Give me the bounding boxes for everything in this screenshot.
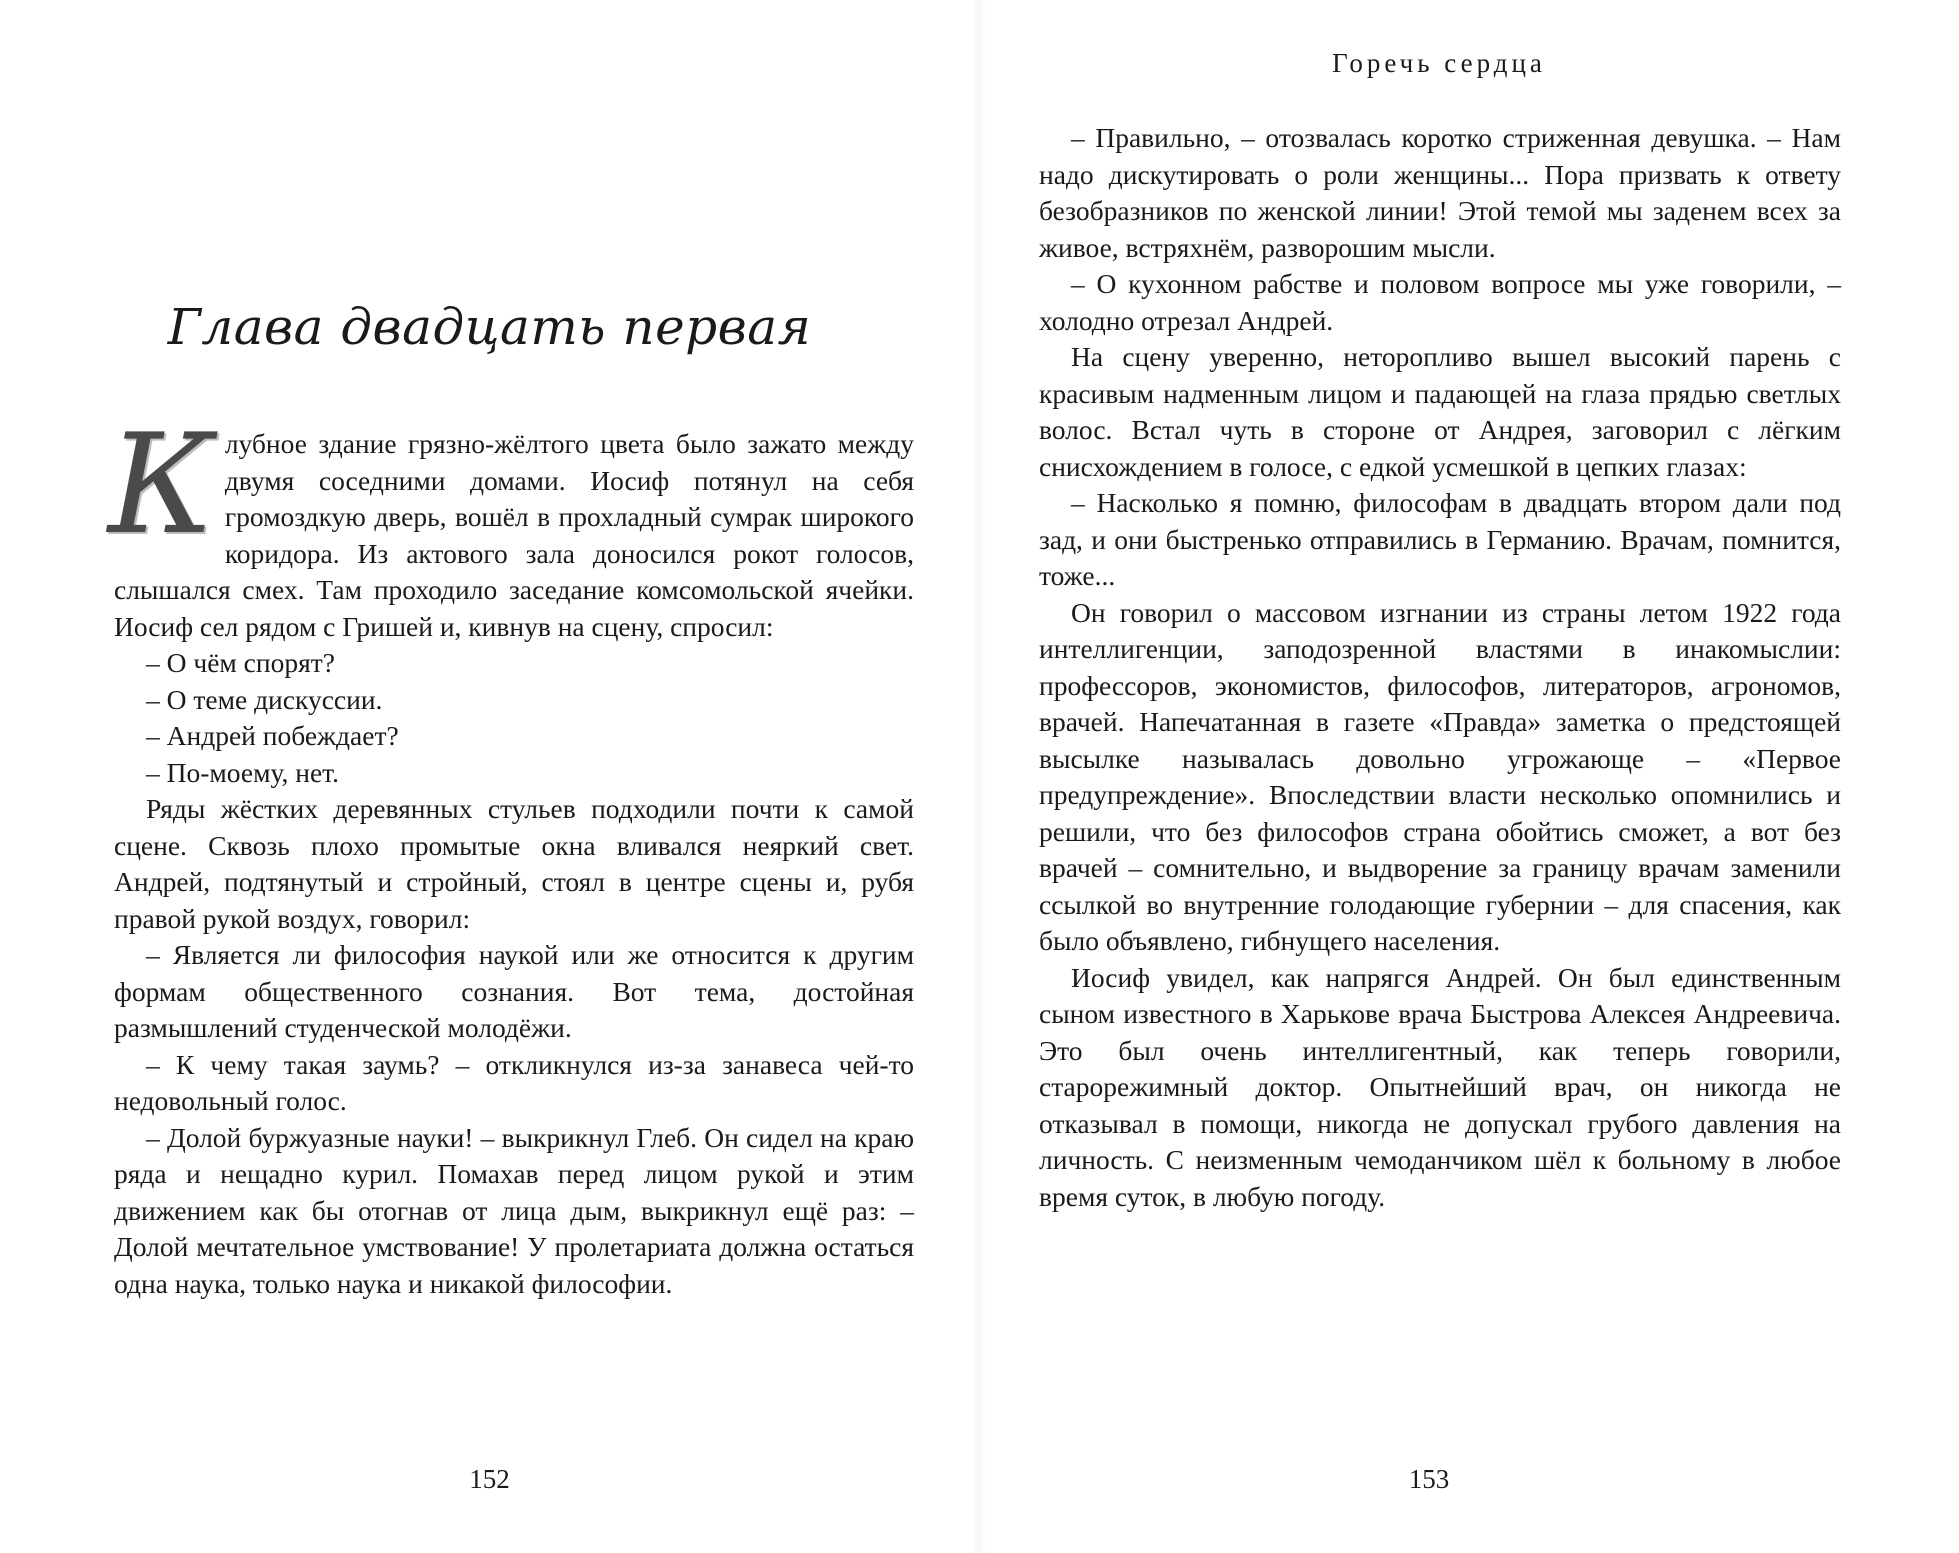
paragraph: – Правильно, – отозвалась коротко стриженная девушка. – Нам надо дискутировать о роли женщины... Пора призвать к ответу безобразников по женской линии! Этой темой мы заденем всех за живое, встряхнём, разворошим мысли. [1039, 122, 1841, 263]
paragraph: – По-моему, нет. [146, 756, 339, 788]
paragraph: – О чём спорят? [146, 647, 335, 678]
paragraph: – Насколько я помню, философам в двадцать втором дали под зад, и они быстренько отправились в Германию. Врачам, помнится, тоже... [1039, 487, 1841, 591]
page-number-left: 152 [469, 1464, 510, 1494]
left-page [0, 0, 979, 1553]
lead-paragraph-text: лубное здание грязно-жёлтого цвета было зажато между двумя соседними домами. Иосиф потянул на себя громоздкую дверь, вошёл в прохладный сумрак широкого коридора. Из актового зала доносился рокот голосов, слышался смех. Там проходило заседание комсомольской ячейки. Иосиф сел рядом с Гришей и, кивнув на сцену, спросил: [114, 428, 914, 642]
chapter-title: Глава двадцать первая [167, 298, 812, 356]
lead-paragraph [108, 404, 914, 645]
paragraph: На сцену уверенно, неторопливо вышел высокий парень с красивым надменным лицом и падающей на глаза прядью светлых волос. Встал чуть в стороне от Андрея, заговорил с лёгким снисхождением в голосе, с едкой усмешкой в цепких глазах: [1039, 341, 1841, 482]
paragraph: – О теме дискуссии. [146, 683, 383, 715]
left-page-text [108, 404, 914, 1302]
paragraph: – Долой буржуазные науки! – выкрикнул Глеб. Он сидел на краю ряда и нещадно курил. Помахав перед лицом рукой и этим движением как бы отогнав от лица дым, выкрикнул ещё раз: – Долой мечтательное умствование! У пролетариата должна остаться одна наука, только наука и никакой философии. [114, 1121, 914, 1299]
paragraph: Он говорил о массовом изгнании из страны летом 1922 года интеллигенции, заподозренной властями в инакомыслии: профессоров, экономистов, философов, литераторов, агрономов, врачей. Напечатанная в газете «Правда» заметка о предстоящей высылке называлась довольно угрожающе – «Первое предупреждение». Впоследствии власти несколько опомнились и решили, что без философов страна обойтись сможет, а вот без врачей – сомнительно, и выдворение за границу врачам заменили ссылкой во внутренние голодающие губернии – для спасения, как было объявлено, гибнущего населения. [1039, 596, 1841, 956]
paragraph: – Является ли философия наукой или же относится к другим формам общественного сознания. Вот тема, достойная размышлений студенческой молодёжи. [114, 939, 914, 1043]
running-head: Горечь сердца [1332, 48, 1546, 78]
paragraph: Ряды жёстких деревянных стульев подходили почти к самой сцене. Сквозь плохо промытые окна вливался неяркий свет. Андрей, подтянутый и стройный, стоял в центре сцены и, рубя правой рукой воздух, говорил: [114, 793, 914, 934]
right-page [979, 0, 1959, 1553]
right-page-text [1039, 120, 1841, 1215]
paragraph: – Андрей побеждает? [146, 720, 399, 751]
paragraph: – О кухонном рабстве и половом вопросе мы уже говорили, – холодно отрезал Андрей. [1039, 268, 1841, 336]
paragraph: Иосиф увидел, как напрягся Андрей. Он был единственным сыном известного в Харькове врача Быстрова Алексея Андреевича. Это был очень интеллигентный, как теперь говорили, старорежимный доктор. Опытнейший врач, он никогда не отказывал в помощи, никогда не допускал грубого давления на личность. С неизменным чемоданчиком шёл к больному в любое время суток, в любую погоду. [1039, 961, 1841, 1212]
paragraph: – К чему такая заумь? – откликнулся из-за занавеса чей-то недовольный голос. [114, 1048, 914, 1116]
page-number-right: 153 [1408, 1464, 1450, 1494]
drop-cap: К [108, 404, 215, 565]
